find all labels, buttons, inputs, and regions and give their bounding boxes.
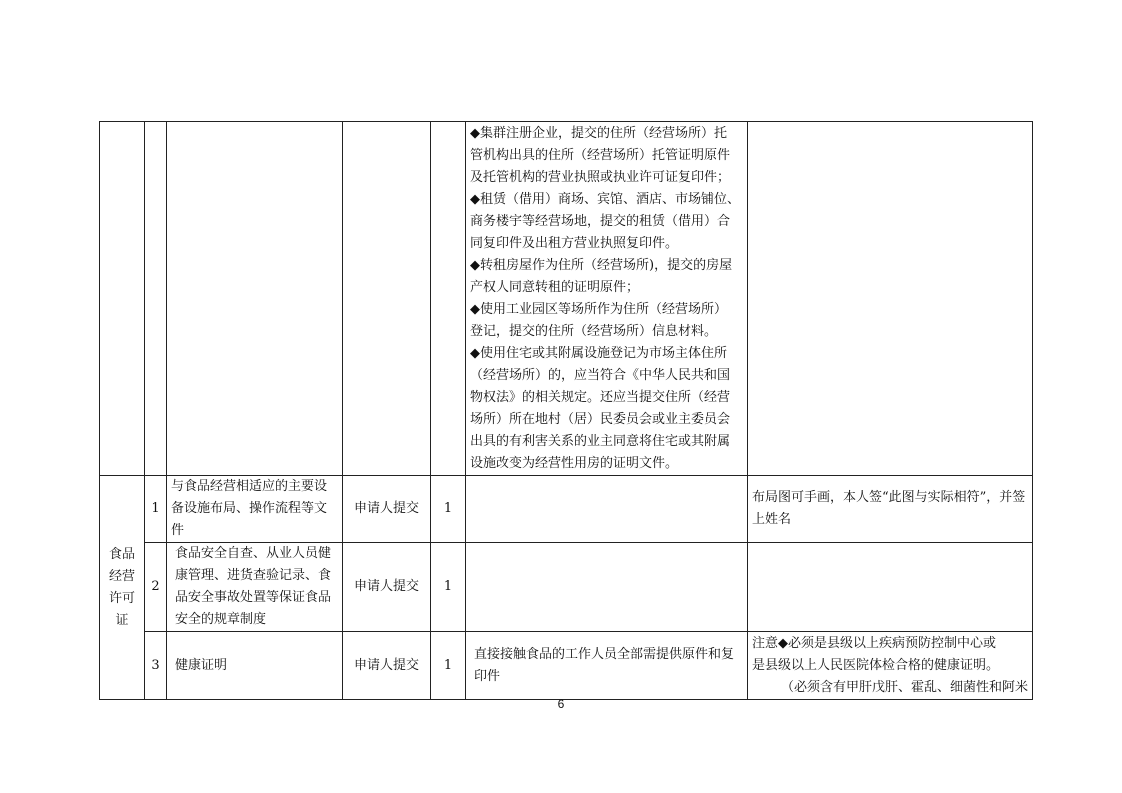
requirement-line: 产权人同意转租的证明原件； (470, 280, 640, 295)
table-row (100, 476, 1033, 543)
item-count: 1 (431, 543, 466, 632)
requirement-cell (466, 122, 748, 476)
requirement-line: 物权法》的相关规定。还应当提交住所（经营 (470, 390, 731, 405)
requirement-line: 同复印件及出租方营业执照复印件。 (470, 236, 679, 251)
item-source: 申请人提交 (343, 476, 431, 543)
note-line: 是县级以上人民医院体检合格的健康证明。 (752, 657, 1000, 673)
category-cell: 食品经营许可证 (100, 476, 145, 700)
table-row (100, 543, 1033, 632)
item-name: 与食品经营相适应的主要设备设施布局、操作流程等文件 (167, 476, 343, 543)
item-source: 申请人提交 (343, 543, 431, 632)
requirement-line: 商务楼宇等经营场地，提交的租赁（借用）合 (470, 214, 731, 229)
name-cell-empty (167, 122, 343, 476)
category-cell-empty (100, 122, 145, 476)
count-cell-empty (431, 122, 466, 476)
note-line: （必须含有甲肝戊肝、霍乱、细菌性和阿米 (780, 679, 1028, 695)
item-number: 2 (145, 543, 167, 632)
table-row-continuation (100, 122, 1033, 476)
item-requirement (466, 476, 748, 543)
requirement-line: ◆转租房屋作为住所（经营场所)，提交的房屋 (470, 258, 733, 273)
item-note: 布局图可手画，本人签“此图与实际相符”，并签上姓名 (748, 476, 1033, 543)
item-source: 申请人提交 (343, 632, 431, 700)
item-note (748, 632, 1033, 700)
page-number: 6 (557, 697, 565, 711)
requirement-line: 登记，提交的住所（经营场所）信息材料。 (470, 324, 718, 339)
requirement-line: 出具的有利害关系的业主同意将住宅或其附属 (470, 434, 731, 449)
item-requirement (466, 543, 748, 632)
requirement-line: 及托管机构的营业执照或执业许可证复印件； (470, 170, 731, 185)
number-cell-empty (145, 122, 167, 476)
item-number: 3 (145, 632, 167, 700)
source-cell-empty (343, 122, 431, 476)
requirement-line: 管机构出具的住所（经营场所）托管证明原件 (470, 148, 731, 163)
item-number: 1 (145, 476, 167, 543)
requirement-line: ◆使用工业园区等场所作为住所（经营场所） (470, 302, 727, 317)
table-row (100, 632, 1033, 700)
item-requirement: 直接接触食品的工作人员全部需提供原件和复印件 (466, 632, 748, 700)
requirement-line: （经营场所）的，应当符合《中华人民共和国 (470, 368, 731, 383)
item-name: 健康证明 (167, 632, 343, 700)
note-cell-empty (748, 122, 1033, 476)
requirement-line: ◆租赁（借用）商场、宾馆、酒店、市场铺位、 (470, 192, 740, 207)
requirement-line: 场所）所在地村（居）民委员会或业主委员会 (470, 412, 731, 427)
item-count: 1 (431, 476, 466, 543)
item-note (748, 543, 1033, 632)
item-count: 1 (431, 632, 466, 700)
note-line: 注意◆必须是县级以上疾病预防控制中心或 (752, 635, 996, 651)
materials-table (99, 121, 1033, 700)
requirement-line: ◆集群注册企业，提交的住所（经营场所）托 (470, 126, 727, 141)
requirement-line: 设施改变为经营性用房的证明文件。 (470, 456, 679, 471)
item-name: 食品安全自查、从业人员健康管理、进货查验记录、食品安全事故处置等保证食品安全的规章制度 (167, 543, 343, 632)
requirement-line: ◆使用住宅或其附属设施登记为市场主体住所 (470, 346, 727, 361)
